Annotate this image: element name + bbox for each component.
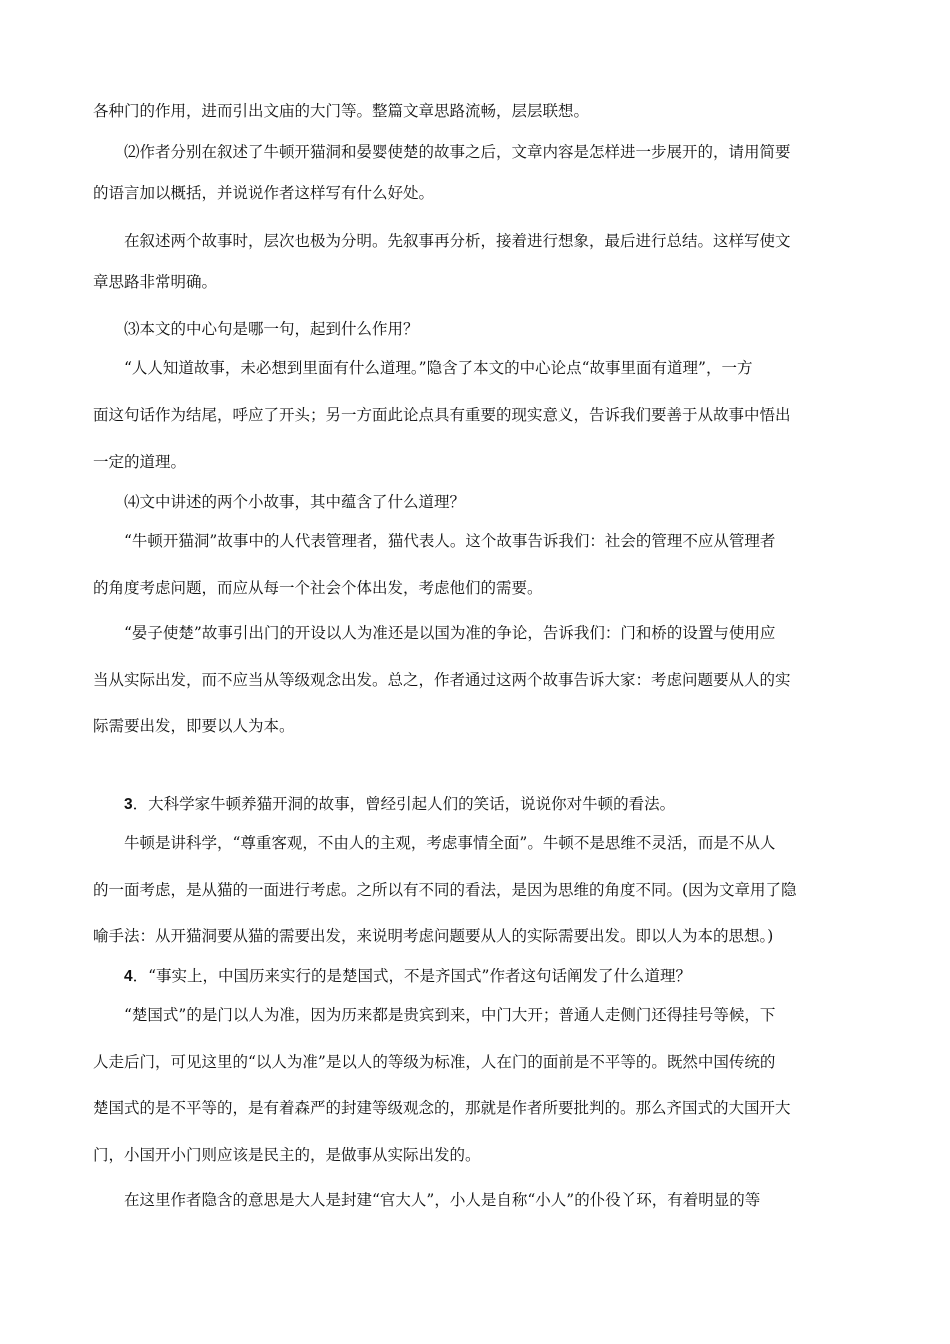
question-3: ⑶本文的中心句是哪一句，起到什么作用？ — [124, 320, 419, 338]
paragraph-line: 际需要出发，即要以人为本。 — [93, 717, 295, 735]
answer-3: “人人知道故事，未必想到里面有什么道理。”隐含了本文的中心论点“故事里面有道理”，一方 — [124, 359, 753, 377]
section-3-question-text: ．大科学家牛顿养猫开洞的故事，曾经引起人们的笑话，说说你对牛顿的看法。 — [132, 795, 676, 813]
answer-4b: “晏子使楚”故事引出门的开设以人为准还是以国为准的争论，告诉我们：门和桥的设置与使用应 — [124, 624, 776, 642]
section-3-number: 3 — [124, 796, 133, 813]
paragraph-line: 的一面考虑，是从猫的一面进行考虑。之所以有不同的看法，是因为思维的角度不同。(因为文章用了隐 — [93, 881, 797, 899]
paragraph-line: 喻手法：从开猫洞要从猫的需要出发，来说明考虑问题要从人的实际需要出发。即以人为本的思想。) — [93, 927, 774, 945]
answer-4a: “牛顿开猫洞”故事中的人代表管理者，猫代表人。这个故事告诉我们：社会的管理不应从管理者 — [124, 532, 776, 550]
paragraph-line: 门，小国开小门则应该是民主的，是做事从实际出发的。 — [93, 1146, 481, 1164]
section-4-answer: “楚国式”的是门以人为准，因为历来都是贵宾到来，中门大开；普通人走侧门还得挂号等候，下 — [124, 1006, 776, 1024]
paragraph-line: 一定的道理。 — [93, 453, 187, 471]
paragraph-line: 面这句话作为结尾，呼应了开头；另一方面此论点具有重要的现实意义，告诉我们要善于从故事中悟出 — [93, 406, 791, 424]
paragraph-line: 楚国式的是不平等的，是有着森严的封建等级观念的，那就是作者所要批判的。那么齐国式的大国开大 — [93, 1099, 791, 1117]
section-4-paragraph: 在这里作者隐含的意思是大人是封建“官大人”，小人是自称“小人”的仆役丫环，有着明显的等 — [124, 1191, 761, 1209]
section-4-question-text: ．“事实上，中国历来实行的是楚国式，不是齐国式”作者这句话阐发了什么道理？ — [132, 967, 691, 985]
paragraph-line: 章思路非常明确。 — [93, 273, 218, 291]
paragraph-line: 各种门的作用，进而引出文庙的大门等。整篇文章思路流畅，层层联想。 — [93, 102, 590, 120]
section-4-number: 4 — [124, 968, 133, 985]
section-3-answer: 牛顿是讲科学，“尊重客观，不由人的主观，考虑事情全面”。牛顿不是思维不灵活，而是不从人 — [124, 834, 776, 852]
question-2: ⑵作者分别在叙述了牛顿开猫洞和晏婴使楚的故事之后，文章内容是怎样进一步展开的，请用简要 — [124, 143, 791, 161]
section-4-question — [124, 966, 691, 987]
question-4: ⑷文中讲述的两个小故事，其中蕴含了什么道理？ — [124, 493, 466, 511]
section-3-question — [124, 794, 675, 815]
paragraph-line: 的角度考虑问题，而应从每一个社会个体出发，考虑他们的需要。 — [93, 579, 543, 597]
paragraph-line: 人走后门，可见这里的“以人为准”是以人的等级为标准，人在门的面前是不平等的。既然中国传统的 — [93, 1053, 776, 1071]
paragraph-line: 的语言加以概括，并说说作者这样写有什么好处。 — [93, 184, 435, 202]
answer-2: 在叙述两个故事时，层次也极为分明。先叙事再分析，接着进行想象，最后进行总结。这样写使文 — [124, 232, 791, 250]
paragraph-line: 当从实际出发，而不应当从等级观念出发。总之，作者通过这两个故事告诉大家：考虑问题要从人的实 — [93, 671, 791, 689]
